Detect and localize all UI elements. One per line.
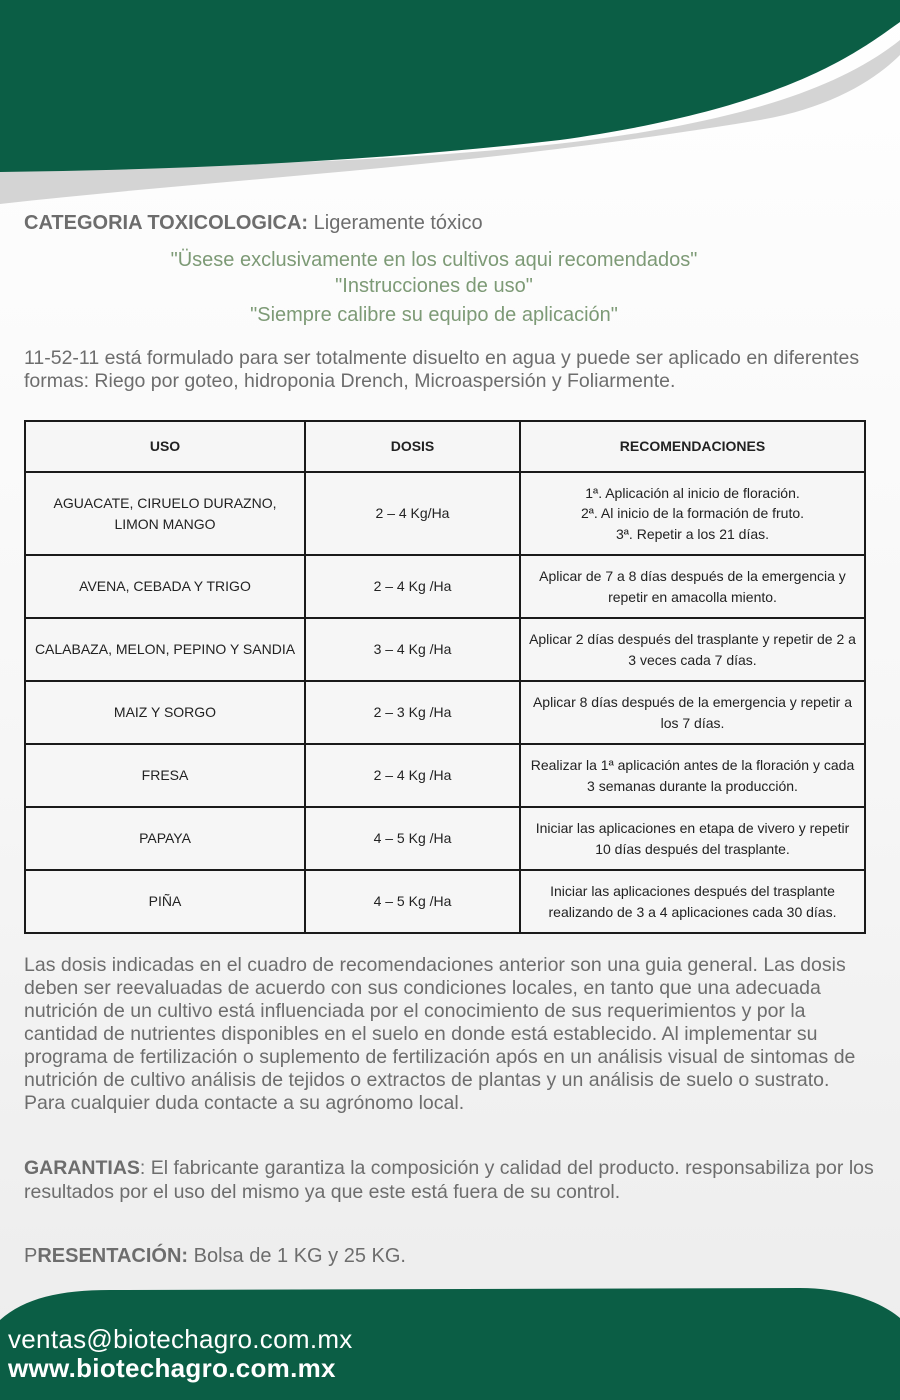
cell-uso: PAPAYA	[25, 807, 305, 870]
cell-dosis: 4 – 5 Kg /Ha	[305, 807, 520, 870]
rec-line: 2ª. Al inicio de la formación de fruto.	[580, 505, 805, 522]
toxicology-label: CATEGORIA TOXICOLOGICA:	[24, 212, 309, 234]
guarantees-text: : El fabricante garantiza la composición y calidad del producto. responsabiliza por los resultados por el uso del mismo ya que este está fuera de su control.	[24, 1157, 874, 1203]
header-uso: USO	[25, 421, 305, 472]
table-row	[25, 618, 865, 681]
footer-website-link[interactable]: www.biotechagro.com.mx	[8, 1353, 336, 1383]
guarantees-paragraph	[24, 1156, 874, 1204]
intro-paragraph: 11-52-11 está formulado para ser totalmente disuelto en agua y puede ser aplicado en diferentes formas: Riego por goteo, hidroponia Drench, Microaspersión y Foliarmente.	[24, 347, 860, 392]
cell-recomendaciones: Iniciar las aplicaciones después del trasplante realizando de 3 a 4 aplicaciones cada 30 días.	[520, 870, 865, 933]
cell-recomendaciones: Aplicar de 7 a 8 días después de la emergencia y repetir en amacolla miento.	[520, 555, 865, 618]
cell-dosis: 2 – 4 Kg /Ha	[305, 555, 520, 618]
cell-recomendaciones	[520, 472, 865, 555]
toxicology-category	[24, 212, 483, 235]
table-row	[25, 807, 865, 870]
cell-uso: FRESA	[25, 744, 305, 807]
footer-email-link[interactable]: ventas@biotechagro.com.mx	[8, 1324, 353, 1354]
table-row	[25, 870, 865, 933]
table-header-row	[25, 421, 865, 472]
rec-line: 1ª. Aplicación al inicio de floración.	[585, 484, 800, 501]
instructions-quote: "Instrucciones de uso"	[335, 275, 533, 297]
cell-recomendaciones: Aplicar 8 días después de la emergencia y repetir a los 7 días.	[520, 681, 865, 744]
table-row	[25, 555, 865, 618]
cell-uso: PIÑA	[25, 870, 305, 933]
guarantees-label: GARANTIAS	[24, 1157, 140, 1179]
presentation-label-initial: P	[24, 1245, 38, 1267]
calibration-quote: "Siempre calibre su equipo de aplicación"	[250, 304, 618, 326]
cell-recomendaciones: Aplicar 2 días después del trasplante y repetir de 2 a 3 veces cada 7 días.	[520, 618, 865, 681]
cell-uso: AVENA, CEBADA Y TRIGO	[25, 555, 305, 618]
cell-dosis: 3 – 4 Kg /Ha	[305, 618, 520, 681]
cell-dosis: 4 – 5 Kg /Ha	[305, 870, 520, 933]
presentation-value: Bolsa de 1 KG y 25 KG.	[188, 1245, 406, 1267]
cell-recomendaciones: Iniciar las aplicaciones en etapa de vivero y repetir 10 días después del trasplante.	[520, 807, 865, 870]
cell-dosis: 2 – 3 Kg /Ha	[305, 681, 520, 744]
presentation-label: RESENTACIÓN:	[37, 1245, 189, 1267]
cell-dosis: 2 – 4 Kg/Ha	[305, 472, 520, 555]
cell-recomendaciones: Realizar la 1ª aplicación antes de la floración y cada 3 semanas durante la producción.	[520, 744, 865, 807]
table-row	[25, 744, 865, 807]
usage-quote: "Üsese exclusivamente en los cultivos aqui recomendados"	[170, 249, 698, 271]
table-row	[25, 681, 865, 744]
presentation-line	[24, 1245, 406, 1268]
recommendations-table	[24, 420, 866, 934]
rec-line: 3ª. Repetir a los 21 días.	[615, 525, 770, 542]
header-dosis: DOSIS	[305, 421, 520, 472]
cell-uso: MAIZ Y SORGO	[25, 681, 305, 744]
toxicology-value: Ligeramente tóxico	[308, 212, 483, 234]
cell-uso: CALABAZA, MELON, PEPINO Y SANDIA	[25, 618, 305, 681]
header-recomendaciones: RECOMENDACIONES	[520, 421, 865, 472]
cell-dosis: 2 – 4 Kg /Ha	[305, 744, 520, 807]
cell-uso: AGUACATE, CIRUELO DURAZNO, LIMON MANGO	[25, 472, 305, 555]
dosage-note-paragraph: Las dosis indicadas en el cuadro de recomendaciones anterior son una guia general. Las dosis deben ser reevaluadas de acuerdo con sus condiciones locales, en tanto que una adecuada nutrición de un cultivo está influenciada por el conocimiento de sus requerimientos y por la cantidad de nutrientes disponibles en el suelo en donde está establecido. Al implementar su programa de fertilización o suplemento de fertilización após en un análisis visual de sintomas de nutrición de cultivo análisis de tejidos o extractos de plantas y un análisis de suelo o sustrato. Para cualquier duda contacte a su agrónomo local.	[24, 954, 856, 1114]
table-row	[25, 472, 865, 555]
